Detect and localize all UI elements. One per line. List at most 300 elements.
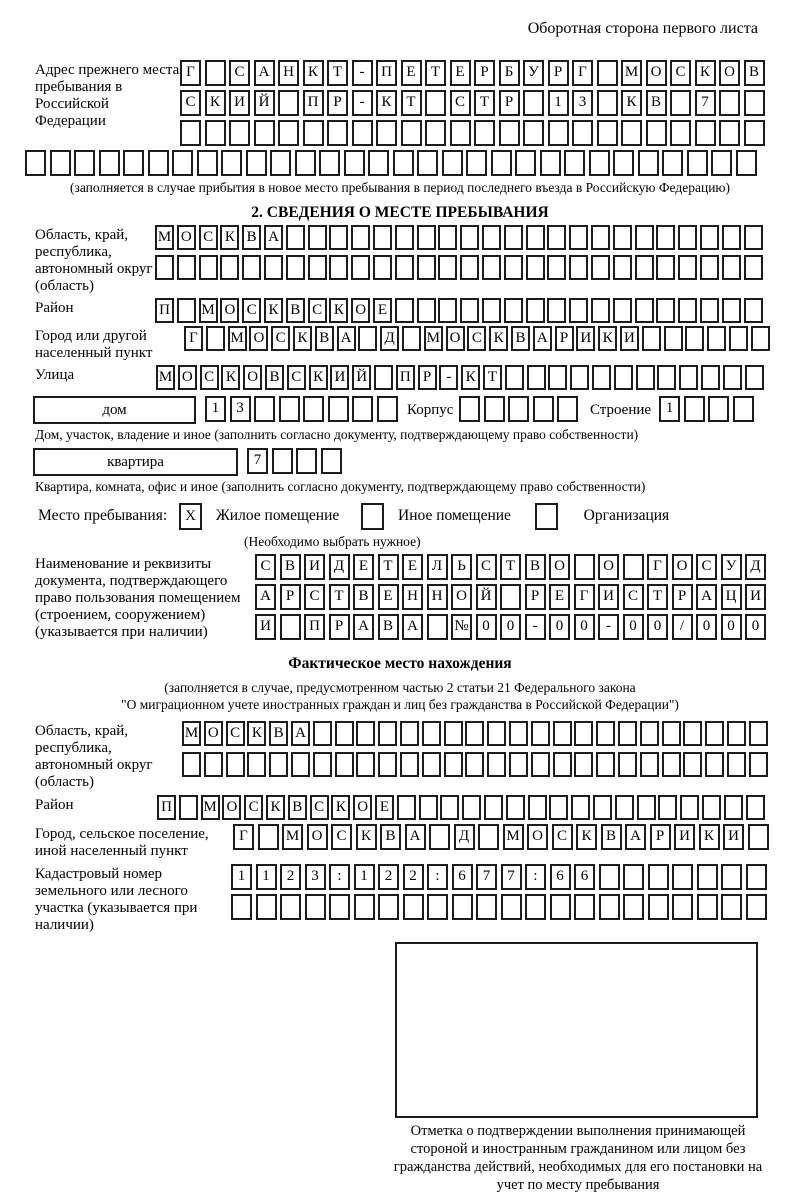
char-cell [155,255,174,280]
char-cell: С [623,584,644,610]
char-cell: К [695,60,716,86]
char-cell [378,752,397,777]
char-cell [664,326,683,351]
stay-checkbox-organization [535,503,558,530]
char-cell [231,894,252,920]
char-cell [749,721,768,746]
char-cell: С [331,824,352,850]
char-cell [376,120,397,146]
char-cell [280,894,301,920]
char-cell: 6 [550,864,571,890]
char-cell: К [331,795,350,820]
char-cell [549,795,568,820]
char-cell [553,721,572,746]
street-row [156,365,766,390]
char-cell [635,298,654,323]
char-cell [593,795,612,820]
char-cell [465,752,484,777]
house-type-box: дом [33,396,196,424]
char-cell [540,150,561,176]
char-cell: / [672,614,693,640]
char-cell [662,150,683,176]
stay-type-note: (Необходимо выбрать нужное) [244,534,421,549]
char-cell [553,752,572,777]
char-cell: В [380,824,401,850]
char-cell [354,894,375,920]
char-cell: 0 [696,614,717,640]
char-cell [523,90,544,116]
char-cell [637,795,656,820]
region-row-1 [155,225,765,250]
char-cell [670,120,691,146]
char-cell [504,255,523,280]
char-cell: Р [474,60,495,86]
char-cell [592,365,611,390]
char-cell [352,396,373,422]
street-field [0,365,800,390]
char-cell [678,225,697,250]
char-cell: Г [647,554,668,580]
char-cell [286,225,305,250]
char-cell [515,150,536,176]
char-cell: И [229,90,250,116]
char-cell [356,721,375,746]
char-cell: И [304,554,325,580]
char-cell [635,225,654,250]
char-cell [482,225,501,250]
char-cell [700,225,719,250]
char-cell [623,894,644,920]
char-cell: А [533,326,552,351]
char-cell [205,60,226,86]
char-cell [574,894,595,920]
char-cell [351,225,370,250]
char-cell [599,894,620,920]
char-cell [264,255,283,280]
char-cell: Т [647,584,668,610]
char-cell: Е [401,60,422,86]
char-cell [499,120,520,146]
char-cell: 3 [572,90,593,116]
char-cell [533,396,554,422]
char-cell: Н [427,584,448,610]
char-cell [438,255,457,280]
char-cell [417,150,438,176]
char-cell [657,365,676,390]
char-cell: М [424,326,443,351]
char-cell [344,150,365,176]
char-cell: О [353,795,372,820]
char-cell [313,721,332,746]
char-cell: С [200,365,219,390]
char-cell [247,752,266,777]
char-cell [719,90,740,116]
char-cell: : [525,864,546,890]
prev-address-note: (заполняется в случае прибытия в новое место пребывания в период последнего въезда в Российскую Федерацию) [69,180,731,195]
char-cell [256,894,277,920]
apartment-number-cells [247,448,345,474]
char-cell [547,255,566,280]
char-cell [523,120,544,146]
char-cell: Р [548,60,569,86]
char-cell [246,150,267,176]
char-cell: С [308,298,327,323]
char-cell: А [254,60,275,86]
char-cell [695,120,716,146]
char-cell: В [269,721,288,746]
char-cell [352,120,373,146]
stroenie-label: Строение [589,402,652,418]
char-cell: 2 [280,864,301,890]
char-cell [721,864,742,890]
fact-city-field [0,824,800,860]
char-cell [491,150,512,176]
char-cell: В [378,614,399,640]
char-cell: Г [233,824,254,850]
char-cell [329,255,348,280]
char-cell [429,824,450,850]
fact-note-2: "О миграционном учете иностранных граждан и лиц без гражданства в Российской Федерации") [121,697,679,712]
char-cell [623,864,644,890]
char-cell [501,894,522,920]
char-cell [658,795,677,820]
char-cell: О [351,298,370,323]
char-cell [378,721,397,746]
char-cell [672,894,693,920]
char-cell [444,752,463,777]
char-cell [466,150,487,176]
char-cell: М [621,60,642,86]
char-cell [591,298,610,323]
char-cell [422,752,441,777]
char-cell: В [353,584,374,610]
char-cell [745,365,764,390]
char-cell [589,150,610,176]
char-cell [569,255,588,280]
char-cell [672,864,693,890]
char-cell [177,298,196,323]
char-cell: 1 [256,864,277,890]
char-cell [328,396,349,422]
char-cell [220,255,239,280]
stay-option-other-premises-label: Иное помещение [398,507,511,525]
char-cell [683,721,702,746]
apartment-type-box: квартира [33,448,238,476]
char-cell: 1 [205,396,226,422]
char-cell [487,721,506,746]
char-cell [613,298,632,323]
char-cell: 0 [549,614,570,640]
char-cell: Т [425,60,446,86]
char-cell [272,448,293,474]
char-cell: 1 [548,90,569,116]
char-cell [746,795,765,820]
char-cell [569,225,588,250]
char-cell [705,752,724,777]
char-cell: Г [574,584,595,610]
char-cell [509,721,528,746]
char-cell [402,326,421,351]
char-cell [440,795,459,820]
char-cell: О [178,365,197,390]
char-cell [358,326,377,351]
char-cell [744,120,765,146]
city-field [0,326,800,362]
char-cell [482,298,501,323]
char-cell: Б [499,60,520,86]
char-cell [723,365,742,390]
city-row [184,326,773,351]
char-cell: С [287,365,306,390]
char-cell: И [255,614,276,640]
char-cell [613,255,632,280]
char-cell: 7 [695,90,716,116]
document-row-1 [255,554,770,580]
char-cell: М [503,824,524,850]
char-cell [278,90,299,116]
char-cell [526,298,545,323]
char-cell: О [177,225,196,250]
char-cell: К [621,90,642,116]
char-cell [197,150,218,176]
char-cell [508,396,529,422]
char-cell [509,752,528,777]
char-cell: К [205,90,226,116]
char-cell: О [446,326,465,351]
char-cell [722,225,741,250]
char-cell: А [337,326,356,351]
char-cell [526,255,545,280]
district-row [155,298,765,323]
char-cell: О [243,365,262,390]
char-cell: Т [401,90,422,116]
stamp-caption: Отметка о подтверждении выполнения принимающей стороной и иностранным гражданином или лицом без гражданства действий, необходимых для его постановки на учет по месту пребывания [393,1123,763,1193]
char-cell: К [309,365,328,390]
fact-region-label: Область, край, республика, автономный округ (область) [35,723,153,790]
stamp-box [395,942,758,1118]
char-cell [613,225,632,250]
char-cell: 3 [230,396,251,422]
char-cell: Г [180,60,201,86]
char-cell: С [476,554,497,580]
document-grid [255,554,770,640]
char-cell: П [157,795,176,820]
cadastre-row-1 [231,864,770,890]
char-cell [296,448,317,474]
char-cell [636,365,655,390]
fact-note-1: (заполняется в случае, предусмотренном частью 2 статьи 21 Федерального закона [164,680,636,695]
char-cell: Т [329,584,350,610]
char-cell [656,225,675,250]
char-cell [123,150,144,176]
char-cell [487,752,506,777]
prev-address-label: Адрес прежнего места пребывания в Российской Федерации [35,62,180,129]
char-cell: С [304,584,325,610]
char-cell [295,150,316,176]
char-cell: С [310,795,329,820]
char-cell [482,255,501,280]
char-cell: 2 [378,864,399,890]
char-cell [180,120,201,146]
char-cell [286,255,305,280]
char-cell: Р [499,90,520,116]
char-cell [623,554,644,580]
char-cell [727,752,746,777]
char-cell [465,721,484,746]
char-cell [50,150,71,176]
char-cell: М [182,721,201,746]
char-cell: О [549,554,570,580]
char-cell: Д [380,326,399,351]
char-cell [425,120,446,146]
char-cell: 1 [659,396,680,422]
char-cell: К [576,824,597,850]
char-cell: А [255,584,276,610]
char-cell [476,894,497,920]
char-cell [422,721,441,746]
fact-region-grid [182,721,771,777]
char-cell: Т [474,90,495,116]
char-cell: И [674,824,695,850]
char-cell [687,150,708,176]
char-cell: Р [327,90,348,116]
char-cell [395,225,414,250]
char-cell [711,150,732,176]
char-cell [204,752,223,777]
char-cell: - [439,365,458,390]
char-cell: К [598,326,617,351]
char-cell [648,864,669,890]
prev-address-field [0,60,800,146]
char-cell [736,150,757,176]
stay-checkbox-residential: X [179,503,202,530]
char-cell [679,365,698,390]
char-cell: 0 [647,614,668,640]
char-cell [303,396,324,422]
char-cell: Р [650,824,671,850]
char-cell [305,894,326,920]
char-cell [452,894,473,920]
char-cell: Й [254,90,275,116]
char-cell [571,795,590,820]
fact-city-row [233,824,772,850]
char-cell [484,795,503,820]
char-cell: Т [327,60,348,86]
char-cell: Г [184,326,203,351]
char-cell: 0 [574,614,595,640]
char-cell [400,721,419,746]
char-cell: Р [329,614,350,640]
char-cell: К [303,60,324,86]
stay-option-residential-label: Жилое помещение [215,507,340,525]
char-cell [526,225,545,250]
char-cell: А [696,584,717,610]
fact-region-row-2 [182,752,771,777]
char-cell [319,150,340,176]
char-cell [172,150,193,176]
char-cell [378,894,399,920]
char-cell: Н [402,584,423,610]
char-cell [719,120,740,146]
char-cell [313,752,332,777]
char-cell: С [552,824,573,850]
char-cell [278,120,299,146]
char-cell [724,795,743,820]
char-cell: К [247,721,266,746]
char-cell [748,824,769,850]
char-cell: М [155,225,174,250]
region-label: Область, край, республика, автономный округ (область) [35,227,153,294]
cadastre-row-2 [231,894,770,920]
char-cell [528,795,547,820]
char-cell: И [723,824,744,850]
char-cell: О [646,60,667,86]
char-cell: Т [378,554,399,580]
fact-district-field [0,795,800,820]
char-cell [662,721,681,746]
char-cell: С [180,90,201,116]
house-note: Дом, участок, владение и иное (заполнить согласно документу, подтверждающему право собственности) [35,427,639,442]
char-cell [635,255,654,280]
char-cell: В [280,554,301,580]
char-cell [700,255,719,280]
char-cell [351,255,370,280]
char-cell: Н [278,60,299,86]
char-cell: Р [555,326,574,351]
stay-type-label: Место пребывания: [38,507,168,525]
char-cell [504,298,523,323]
char-cell: П [303,90,324,116]
char-cell [721,894,742,920]
fact-title: Фактическое место нахождения [288,655,512,672]
char-cell: П [155,298,174,323]
char-cell [683,752,702,777]
char-cell [505,365,524,390]
region-field [0,225,800,295]
char-cell: 0 [721,614,742,640]
char-cell: М [156,365,175,390]
char-cell: А [625,824,646,850]
char-cell [374,365,393,390]
char-cell: У [523,60,544,86]
char-cell [450,120,471,146]
char-cell: Р [280,584,301,610]
char-cell [368,150,389,176]
char-cell [700,298,719,323]
char-cell [613,150,634,176]
prev-address-row-2 [180,90,768,116]
char-cell: С [229,60,250,86]
char-cell [697,894,718,920]
char-cell [744,255,763,280]
char-cell [547,225,566,250]
char-cell [229,120,250,146]
char-cell [206,326,225,351]
char-cell: О [249,326,268,351]
cadastre-label: Кадастровый номер земельного или лесного участка (указывается при наличии) [35,866,198,933]
char-cell: С [255,554,276,580]
fact-district-row [157,795,767,820]
char-cell: № [451,614,472,640]
char-cell: Е [375,795,394,820]
char-cell: Ь [451,554,472,580]
char-cell [597,60,618,86]
char-cell: : [427,864,448,890]
fact-district-label: Район [35,797,74,813]
char-cell: Ц [721,584,742,610]
char-cell [199,255,218,280]
char-cell [751,326,770,351]
